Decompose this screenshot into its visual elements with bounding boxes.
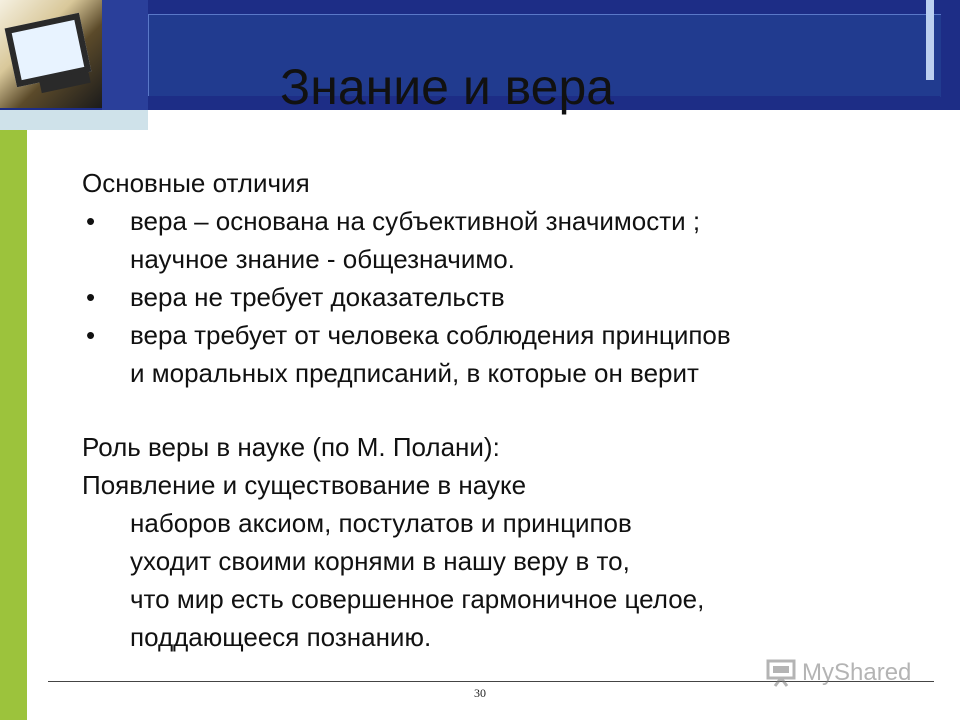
bullet-text: вера – основана на субъективной значимости ; — [130, 206, 701, 236]
paragraph-line: уходит своими корнями в нашу веру в то, — [130, 546, 630, 576]
side-accent-bar — [0, 130, 27, 720]
paragraph-line: наборов аксиом, постулатов и принципов — [130, 508, 632, 538]
watermark-text: MyShared — [802, 659, 912, 686]
intro-heading: Основные отличия — [82, 168, 310, 198]
page-number: 30 — [474, 686, 486, 700]
slide-body — [82, 164, 922, 656]
paragraph-first-line: Появление и существование в науке — [82, 470, 527, 500]
bullet-icon: • — [86, 282, 96, 312]
bullet-continuation: и моральных предписаний, в которые он верит — [130, 358, 699, 388]
bullet-continuation: научное знание - общезначимо. — [130, 244, 515, 274]
bullet-text: вера требует от человека соблюдения принципов — [130, 320, 731, 350]
paragraph-line: что мир есть совершенное гармоничное целое, — [130, 584, 705, 614]
presentation-board-icon — [766, 659, 796, 687]
bullet-text: вера не требует доказательств — [130, 282, 505, 312]
paragraph-line: поддающееся познанию. — [130, 622, 432, 652]
bullet-icon: • — [86, 320, 96, 350]
accent-strip — [0, 110, 148, 130]
spacer — [82, 392, 922, 428]
bullet-icon: • — [86, 206, 96, 236]
slide-title: Знание и вера — [280, 59, 615, 115]
watermark — [766, 656, 911, 690]
bullet-item — [82, 316, 922, 354]
computer-monitor-image — [0, 0, 102, 108]
bullet-item — [82, 202, 922, 240]
thumbnail-border — [102, 0, 148, 110]
header-accent-bar — [926, 0, 934, 80]
section-heading: Роль веры в науке (по М. Полани): — [82, 432, 500, 462]
bullet-item — [82, 278, 922, 316]
